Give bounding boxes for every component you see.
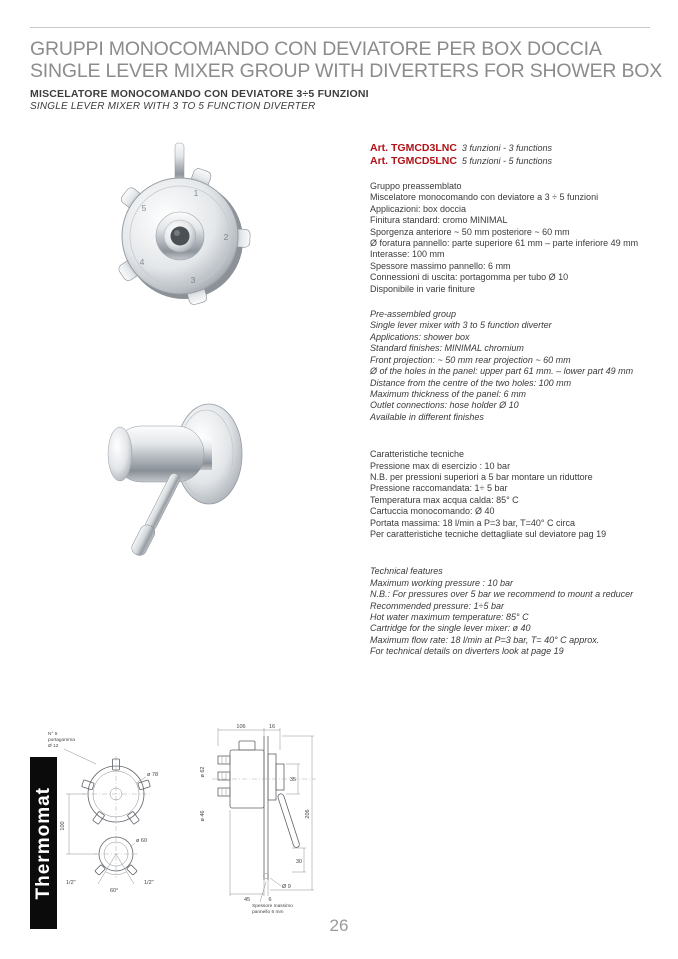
page-subtitle-italian: MISCELATORE MONOCOMANDO CON DEVIATORE 3÷5 FUNZIONI	[30, 88, 369, 100]
spec-line: N.B.: For pressures over 5 bar we recommend to mount a reducer	[370, 589, 634, 600]
spec-line: Maximum working pressure : 10 bar	[370, 577, 514, 588]
mixer-front-view-image	[98, 140, 263, 322]
spec-line: Pre-assembled group	[370, 309, 457, 320]
product-photo-side	[76, 382, 251, 572]
spec-line: For technical details on diverters look at page 19	[370, 646, 564, 657]
section-title: Caratteristiche tecniche	[370, 449, 465, 460]
dimension-label: Ø 9	[282, 884, 291, 890]
section-title: Technical features	[370, 566, 443, 577]
knob-number: 3	[190, 275, 196, 285]
mixer-side-view-image	[76, 382, 251, 567]
dimension-label: 106	[236, 724, 246, 730]
article-row	[370, 142, 672, 155]
dimension-label: 1/2"	[144, 880, 154, 886]
technical-features-english	[370, 566, 672, 657]
dimension-label: 100	[60, 821, 66, 831]
article-description: 3 funzioni - 3 functions	[461, 143, 552, 153]
spec-line: Cartridge for the single lever mixer: ø 40	[370, 623, 531, 634]
knob-number: 5	[141, 203, 147, 213]
spec-line: Miscelatore monocomando con deviatore a 3 ÷ 5 funzioni	[370, 192, 599, 203]
spec-line: Ø of the holes in the panel: upper part 61 mm. – lower part 49 mm	[370, 366, 634, 377]
dimension-label: ø 62	[200, 766, 206, 778]
spec-line: Portata massima: 18 l/min a P=3 bar, T=40° C circa	[370, 517, 576, 528]
spec-line: Outlet connections: hose holder Ø 10	[370, 400, 519, 411]
spec-line: Applications: shower box	[370, 331, 470, 342]
article-description: 5 funzioni - 5 functions	[461, 156, 552, 166]
lever-handle	[129, 471, 183, 558]
top-rule	[30, 27, 650, 28]
spec-line: Hot water maximum temperature: 85° C	[370, 612, 529, 622]
spec-line: Standard finishes: MINIMAL chromium	[370, 343, 524, 354]
dimension-label: 35	[289, 777, 296, 783]
center-button	[171, 227, 190, 246]
spec-line: Applicazioni: box doccia	[370, 203, 467, 214]
spec-line: Available in different finishes	[370, 411, 484, 422]
technical-features-italian	[370, 449, 672, 540]
dimension-label: Spessore massimo	[252, 904, 293, 909]
spec-line: Ø foratura pannello: parte superiore 61 mm – parte inferiore 49 mm	[370, 238, 639, 249]
product-photo-front	[98, 140, 263, 327]
spec-line: Interasse: 100 mm	[370, 249, 445, 260]
page-number: 26	[329, 916, 349, 935]
dimension-label: 6	[268, 897, 272, 903]
spec-line: Finitura standard: cromo MINIMAL	[370, 215, 508, 226]
spec-line: Pressione raccomandata: 1÷ 5 bar	[370, 483, 508, 494]
article-code: Art. TGMCD3LNC	[370, 142, 457, 154]
dimension-label: 206	[305, 809, 311, 819]
spec-line: N.B. per pressioni superiori a 5 bar montare un riduttore	[370, 471, 593, 482]
dimension-label: 45	[243, 897, 251, 903]
spec-line: Temperatura max acqua calda: 85° C	[370, 494, 519, 505]
spec-line: Spessore massimo pannello: 6 mm	[370, 260, 511, 271]
technical-drawing-front	[44, 726, 184, 911]
brand-name: Thermomat	[32, 786, 54, 900]
spec-line: Front projection: ~ 50 mm rear projection ~ 60 mm	[370, 354, 571, 365]
spec-line: Sporgenza anteriore ~ 50 mm posteriore ~ 60 mm	[370, 226, 570, 237]
page-title-english: SINGLE LEVER MIXER GROUP WITH DIVERTERS FOR SHOWER BOX	[30, 60, 663, 82]
page-subtitle-english: SINGLE LEVER MIXER WITH 3 TO 5 FUNCTION DIVERTER	[30, 101, 316, 112]
page-header	[30, 38, 670, 112]
dimension-label: 16	[268, 724, 276, 730]
dimension-label: ø 46	[200, 810, 206, 822]
article-row	[370, 155, 672, 168]
spec-line: Maximum flow rate: 18 l/min at P=3 bar, T= 40° C approx.	[370, 634, 600, 645]
knob-number: 4	[139, 257, 145, 267]
dimension-label: ø 78	[147, 772, 159, 778]
technical-drawing-side	[196, 720, 326, 915]
spec-line: Cartuccia monocomando: Ø 40	[370, 506, 495, 517]
cartridge-stem	[175, 143, 184, 181]
knob-number: 1	[193, 188, 199, 198]
specs-column	[370, 142, 672, 658]
dimension-label: 30	[295, 859, 302, 865]
spec-line: Maximum thickness of the panel: 6 mm	[370, 388, 527, 399]
spec-line: Per caratteristiche tecniche dettagliate sul deviatore pag 19	[370, 528, 607, 539]
front-cap	[108, 427, 132, 481]
spec-line: Single lever mixer with 3 to 5 function diverter	[370, 320, 552, 331]
spec-line: Recommended pressure: 1÷5 bar	[370, 600, 505, 611]
spec-line: Gruppo preassemblato	[370, 181, 462, 191]
article-code: Art. TGMCD5LNC	[370, 155, 457, 167]
spec-line: Disponibile in varie finiture	[370, 283, 476, 294]
knob-number: 2	[223, 232, 229, 242]
spec-line: Connessioni di uscita: portagomma per tubo Ø 10	[370, 272, 569, 283]
spec-line: Pressione max di esercizio : 10 bar	[370, 460, 511, 471]
dimension-label: 1/2"	[66, 880, 76, 886]
dimension-label: Ø 12	[48, 744, 59, 749]
dimension-label: ø 60	[136, 838, 148, 844]
dimension-label: 60°	[110, 888, 119, 894]
description-english	[370, 309, 672, 423]
description-italian	[370, 181, 672, 295]
dimension-label: pannello 6 mm	[252, 910, 284, 915]
spec-line: Distance from the centre of the two holes: 100 mm	[370, 377, 572, 388]
page-title-italian: GRUPPI MONOCOMANDO CON DEVIATORE PER BOX DOCCIA	[30, 38, 602, 60]
dimension-label: N° 5	[48, 732, 58, 737]
dimension-label: portagomma	[48, 738, 75, 743]
